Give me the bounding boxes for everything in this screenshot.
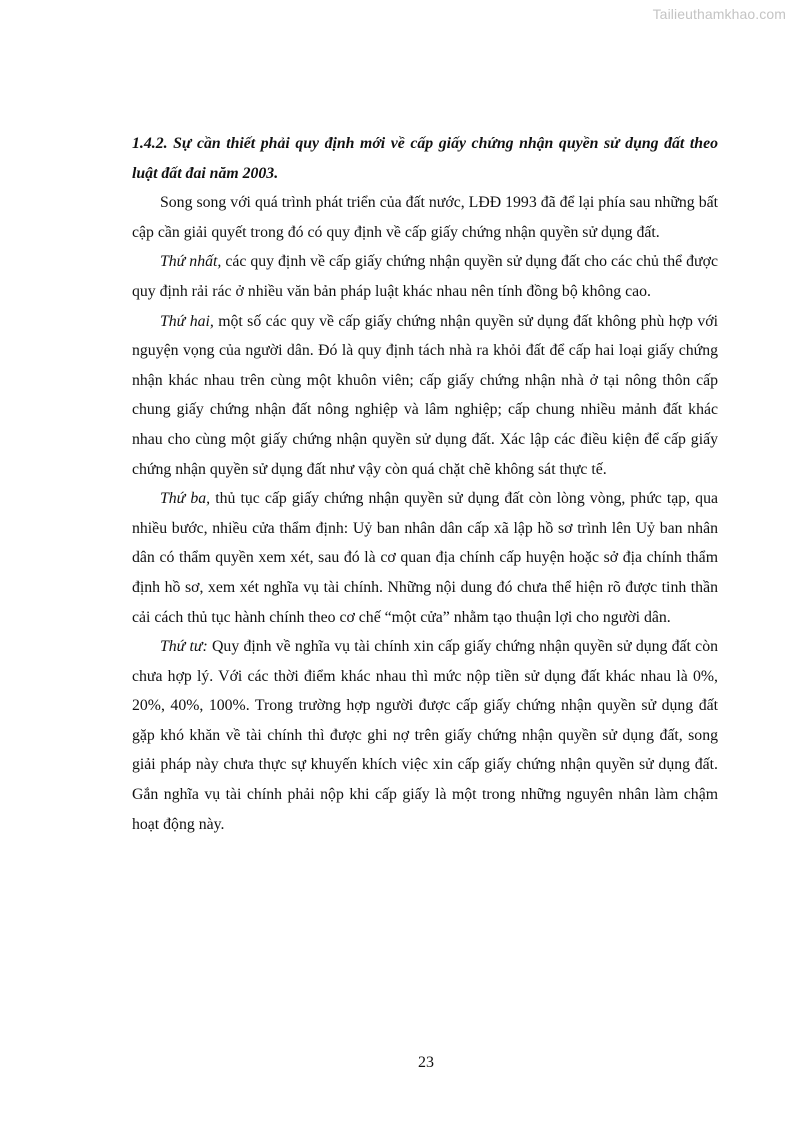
paragraph-text: Song song với quá trình phát triển của đất nước, LĐĐ 1993 đã để lại phía sau những bất cập cần giải quyết trong đó có quy định về cấp giấy chứng nhận quyền sử dụng đất. (132, 194, 718, 241)
paragraph-text: thủ tục cấp giấy chứng nhận quyền sử dụng đất còn lòng vòng, phức tạp, qua nhiều bước, nhiều cửa thẩm định: Uỷ ban nhân dân cấp xã lập hồ sơ trình lên Uỷ ban nhân dân có thẩm quyền xem xét, sau đó là cơ quan địa chính cấp huyện hoặc sở địa chính thẩm định hồ sơ, xem xét nghĩa vụ tài chính. Những nội dung đó chưa thể hiện rõ được tinh thần cải cách thủ tục hành chính theo cơ chế “một cửa” nhằm tạo thuận lợi cho người dân. (132, 490, 718, 626)
paragraph-first-point (132, 247, 718, 306)
document-body (132, 129, 718, 839)
paragraph-text: một số các quy về cấp giấy chứng nhận quyền sử dụng đất không phù hợp với nguyện vọng của người dân. Đó là quy định tách nhà ra khỏi đất để cấp hai loại giấy chứng nhận khác nhau trên cùng một khuôn viên; cấp giấy chứng nhận nhà ở tại nông thôn cấp chung giấy chứng nhận đất nông nghiệp và lâm nghiệp; cấp chung nhiều mảnh đất khác nhau cho cùng một giấy chứng nhận quyền sử dụng đất. Xác lập các điều kiện để cấp giấy chứng nhận quyền sử dụng đất như vậy còn quá chặt chẽ không sát thực tế. (132, 312, 718, 478)
paragraph-third-point (132, 484, 718, 632)
paragraph-lead: Thứ nhất, (160, 253, 222, 271)
paragraph-text: Quy định về nghĩa vụ tài chính xin cấp giấy chứng nhận quyền sử dụng đất còn chưa hợp lý. Với các thời điểm khác nhau thì mức nộp tiền sử dụng đất khác nhau là 0%, 20%, 40%, 100%. Trong trường hợp người được cấp giấy chứng nhận quyền sử dụng đất gặp khó khăn về tài chính thì được ghi nợ trên giấy chứng nhận quyền sử dụng đất, song giải pháp này chưa thực sự khuyến khích việc xin cấp giấy chứng nhận quyền sử dụng đất. Gắn nghĩa vụ tài chính phải nộp khi cấp giấy là một trong những nguyên nhân làm chậm hoạt động này. (132, 638, 718, 833)
page-number: 23 (418, 1054, 434, 1071)
paragraph-lead: Thứ ba, (160, 490, 211, 508)
paragraph-lead: Thứ tư: (160, 638, 208, 656)
paragraph-text: các quy định về cấp giấy chứng nhận quyền sử dụng đất cho các chủ thể được quy định rải rác ở nhiều văn bản pháp luật khác nhau nên tính đồng bộ không cao. (132, 253, 718, 300)
paragraph-second-point (132, 307, 718, 485)
section-heading: 1.4.2. Sự cần thiết phải quy định mới về cấp giấy chứng nhận quyền sử dụng đất theo luật đất đai năm 2003. (132, 135, 718, 182)
paragraph-intro (132, 188, 718, 247)
watermark: Tailieuthamkhao.com (652, 6, 786, 22)
paragraph-fourth-point (132, 632, 718, 839)
paragraph-lead: Thứ hai, (160, 312, 214, 330)
